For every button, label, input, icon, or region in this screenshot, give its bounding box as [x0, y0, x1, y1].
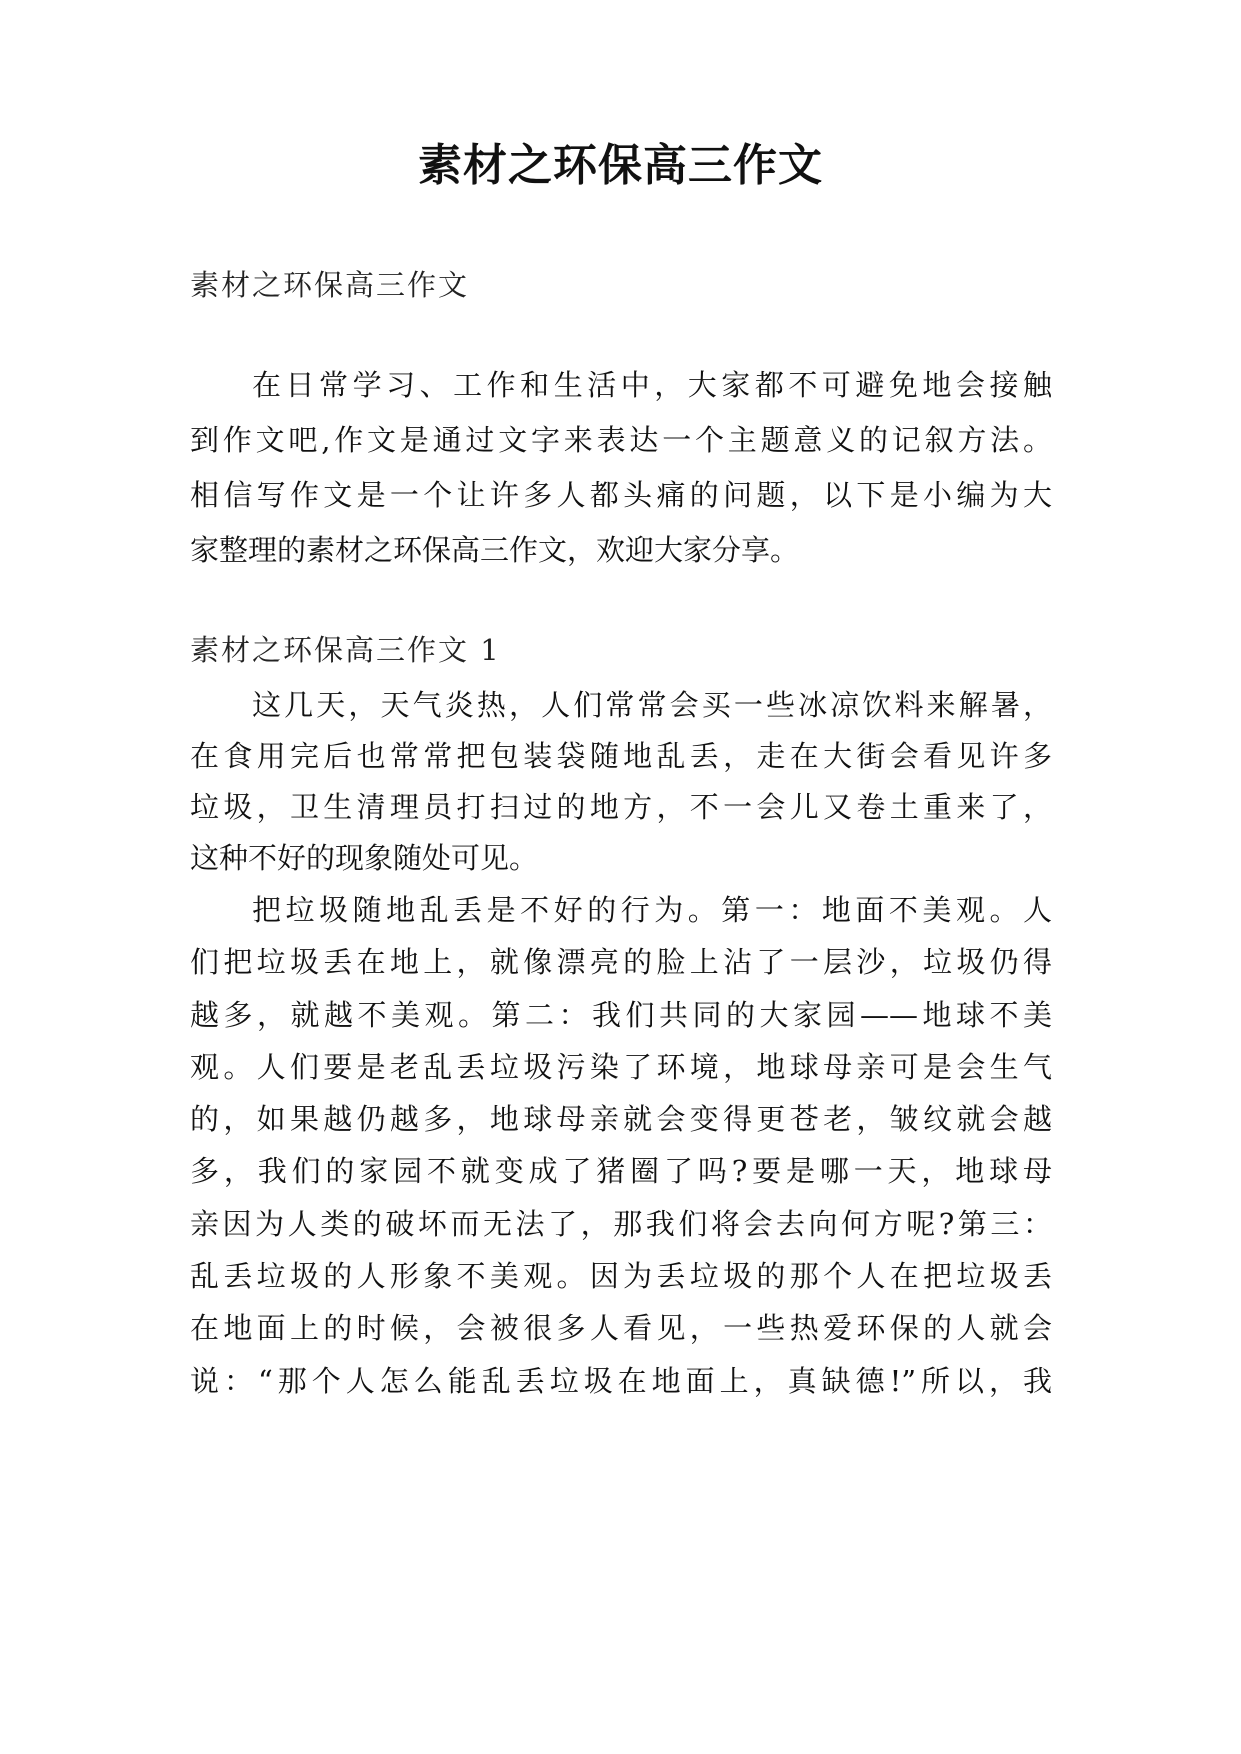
text-line: 乱丢垃圾的人形象不美观。因为丢垃圾的那个人在把垃圾丢	[190, 1259, 1052, 1294]
text-line: 越多，就越不美观。第二：我们共同的大家园——地球不美	[190, 997, 1052, 1032]
text-line: 相信写作文是一个让许多人都头痛的问题，以下是小编为大	[190, 478, 1052, 512]
section-heading: 素材之环保高三作文 1	[190, 633, 501, 667]
intro-paragraph	[190, 358, 1052, 578]
text-line: 垃圾，卫生清理员打扫过的地方，不一会儿又卷土重来了，	[190, 790, 1052, 824]
document-title: 素材之环保高三作文	[418, 140, 823, 191]
text-line: 这种不好的现象随处可见。	[190, 841, 539, 875]
text-line: 亲因为人类的破坏而无法了，那我们将会去向何方呢?第三：	[190, 1206, 1052, 1241]
essay-paragraph-2	[190, 884, 1052, 1407]
essay-paragraph-1	[190, 680, 1052, 884]
text-line: 在地面上的时候，会被很多人看见，一些热爱环保的人就会	[190, 1311, 1052, 1346]
text-line: 的，如果越仍越多，地球母亲就会变得更苍老，皱纹就会越	[190, 1102, 1052, 1137]
text-line: 家整理的素材之环保高三作文，欢迎大家分享。	[190, 533, 800, 567]
text-line: 说：“那个人怎么能乱丢垃圾在地面上，真缺德!”所以，我	[190, 1363, 1052, 1398]
document-subtitle: 素材之环保高三作文	[190, 268, 470, 302]
text-line: 把垃圾随地乱丢是不好的行为。第一：地面不美观。人	[252, 893, 1052, 927]
text-line: 们把垃圾丢在地上，就像漂亮的脸上沾了一层沙，垃圾仍得	[190, 945, 1052, 980]
text-line: 观。人们要是老乱丢垃圾污染了环境，地球母亲可是会生气	[190, 1049, 1052, 1084]
text-line: 多，我们的家园不就变成了猪圈了吗?要是哪一天，地球母	[190, 1154, 1052, 1189]
text-line: 在食用完后也常常把包装袋随地乱丢，走在大街会看见许多	[190, 739, 1052, 773]
text-line: 这几天，天气炎热，人们常常会买一些冰凉饮料来解暑，	[252, 688, 1052, 722]
text-line: 到作文吧,作文是通过文字来表达一个主题意义的记叙方法。	[190, 423, 1052, 457]
text-line: 在日常学习、工作和生活中，大家都不可避免地会接触	[252, 368, 1052, 402]
